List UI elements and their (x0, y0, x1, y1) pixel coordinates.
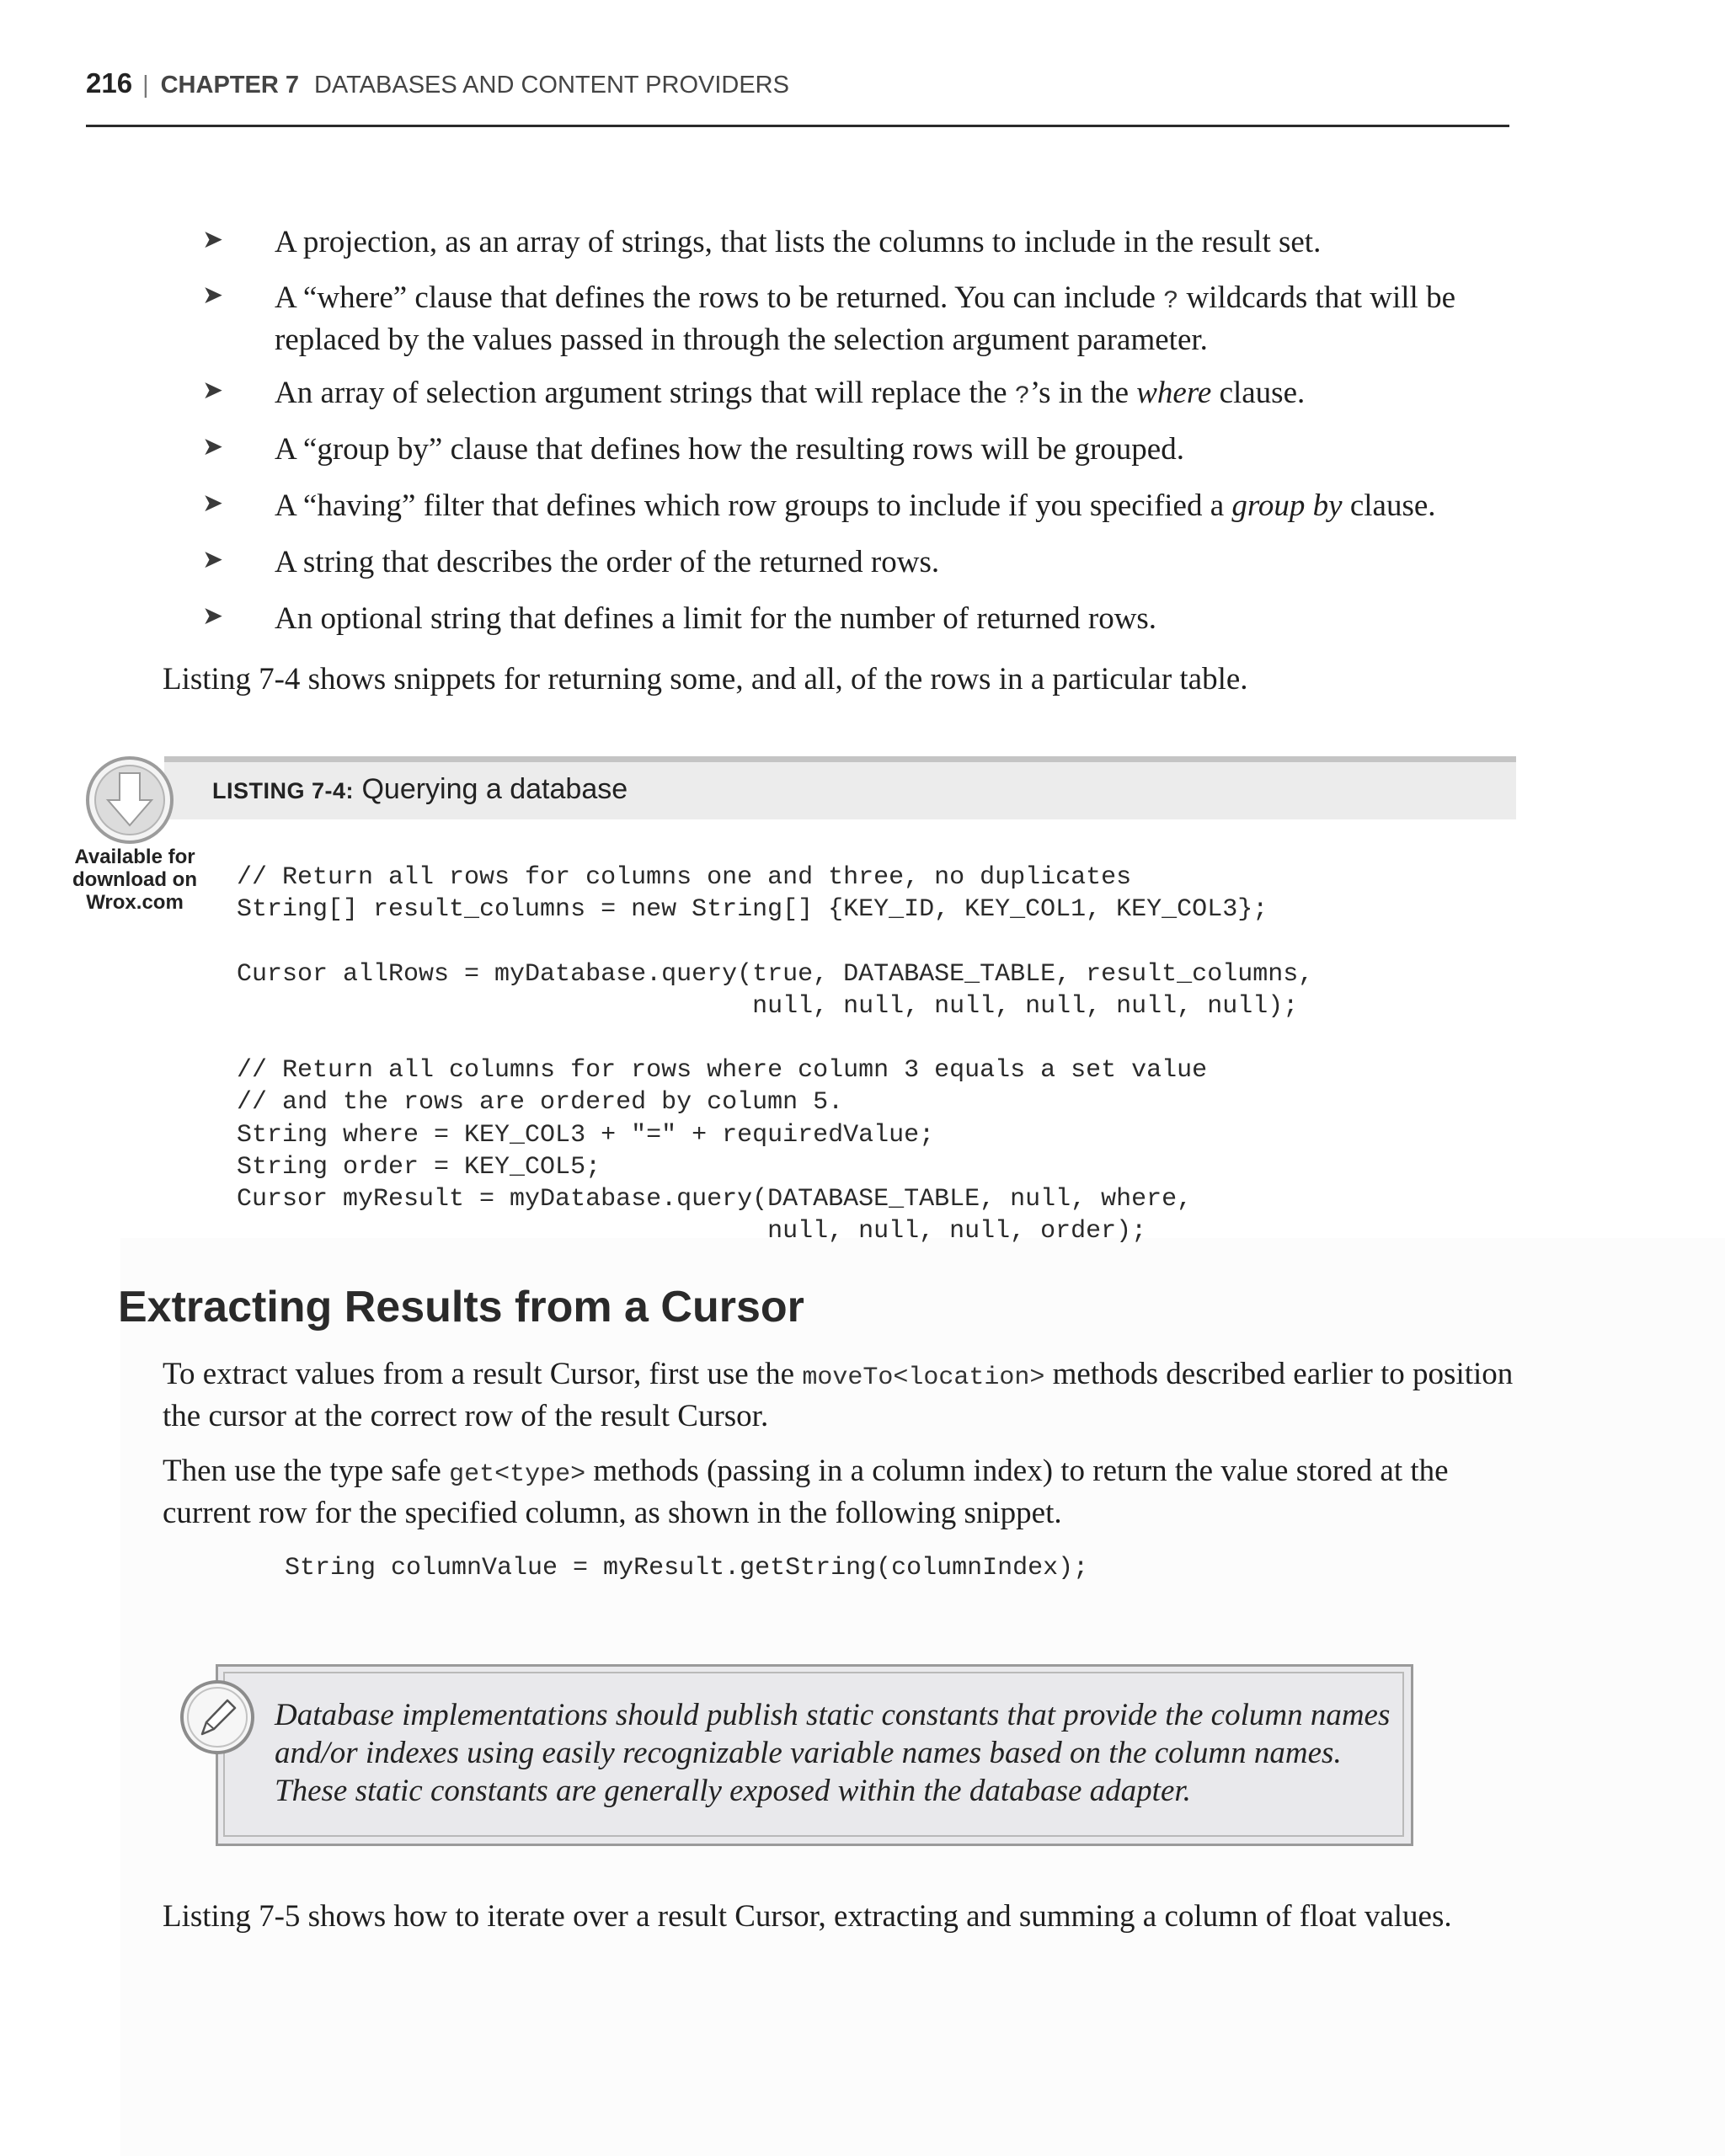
bullet-arrow-icon: ➤ (202, 376, 224, 405)
code-snippet: String columnValue = myResult.getString(columnIndex); (285, 1554, 1089, 1582)
italic-term: where (1136, 376, 1212, 410)
bullet-arrow-icon: ➤ (202, 545, 224, 574)
intro-paragraph: Listing 7-4 shows snippets for returning some, and all, of the rows in a particular table. (163, 662, 1248, 696)
download-icon (84, 755, 175, 846)
bullet-text: A “having” filter that defines which row groups to include if you specified a group by clause. (275, 488, 1436, 523)
bullet-arrow-icon: ➤ (202, 225, 224, 254)
bullet-text: An array of selection argument strings that will replace the ?’s in the where clause. (275, 376, 1306, 411)
running-header (86, 64, 1509, 127)
note-text: Database implementations should publish static constants that provide the column names and/or indexes using easily recognizable variable names based on the column names. These static constants are generally exposed within the database adapter. (275, 1698, 1391, 1808)
inline-code: ? (1014, 382, 1030, 411)
bullet-arrow-icon: ➤ (202, 601, 224, 631)
inline-code: moveTo<location> (802, 1364, 1045, 1392)
listing-code: // Return all rows for columns one and three, no duplicates String[] result_columns = new String[] {KEY_ID, KEY_COL1, KEY_COL3}; Cursor allRows = myDatabase.query(true, DATABASE_TABLE, result_columns, null, null, null, null, null, null); // Return all columns for rows where column 3 equals a set value // and the rows are ordered by column 5. String where = KEY_COL3 + "=" + requiredValue; String order = KEY_COL5; Cursor myResult = myDatabase.query(DATABASE_TABLE, null, where, null, null, null, order); (237, 863, 1314, 1246)
listing-label: LISTING 7-4: (212, 778, 355, 803)
page-number: 216 (86, 67, 133, 99)
bullet-text: A string that describes the order of the returned rows. (275, 545, 940, 579)
bullet-text: A “where” clause that defines the rows to be returned. You can include ? wildcards that will be replaced by the values passed in through the selection argument parameter. (275, 280, 1456, 357)
italic-term: group by (1231, 488, 1343, 523)
section-paragraph-2: Then use the type safe get<type> methods (passing in a column index) to return the value stored at the current row for the specified column, as shown in the following snippet. (163, 1454, 1449, 1530)
download-note: Available for download on Wrox.com (72, 846, 197, 914)
section-paragraph-1: To extract values from a result Cursor, first use the moveTo<location> methods described earlier to position the cursor at the correct row of the result Cursor. (163, 1357, 1514, 1433)
bullet-text: An optional string that defines a limit for the number of returned rows. (275, 601, 1157, 636)
inline-code: ? (1163, 287, 1179, 316)
chapter-label: CHAPTER 7 (160, 72, 299, 99)
section-heading: Extracting Results from a Cursor (118, 1283, 804, 1331)
closing-paragraph: Listing 7-5 shows how to iterate over a result Cursor, extracting and summing a column of float values. (163, 1899, 1452, 1934)
bullet-text: A projection, as an array of strings, that lists the columns to include in the result set. (275, 225, 1322, 259)
bullet-arrow-icon: ➤ (202, 432, 224, 462)
listing-name: Querying a database (361, 773, 628, 805)
inline-code: get<type> (449, 1460, 586, 1489)
bullet-arrow-icon: ➤ (202, 488, 224, 518)
bullet-text: A “group by” clause that defines how the resulting rows will be grouped. (275, 432, 1184, 467)
chapter-title: DATABASES AND CONTENT PROVIDERS (313, 72, 789, 99)
listing-title (212, 773, 628, 806)
pencil-icon (179, 1678, 256, 1756)
bullet-arrow-icon: ➤ (202, 280, 224, 310)
header-separator: | (142, 72, 149, 99)
